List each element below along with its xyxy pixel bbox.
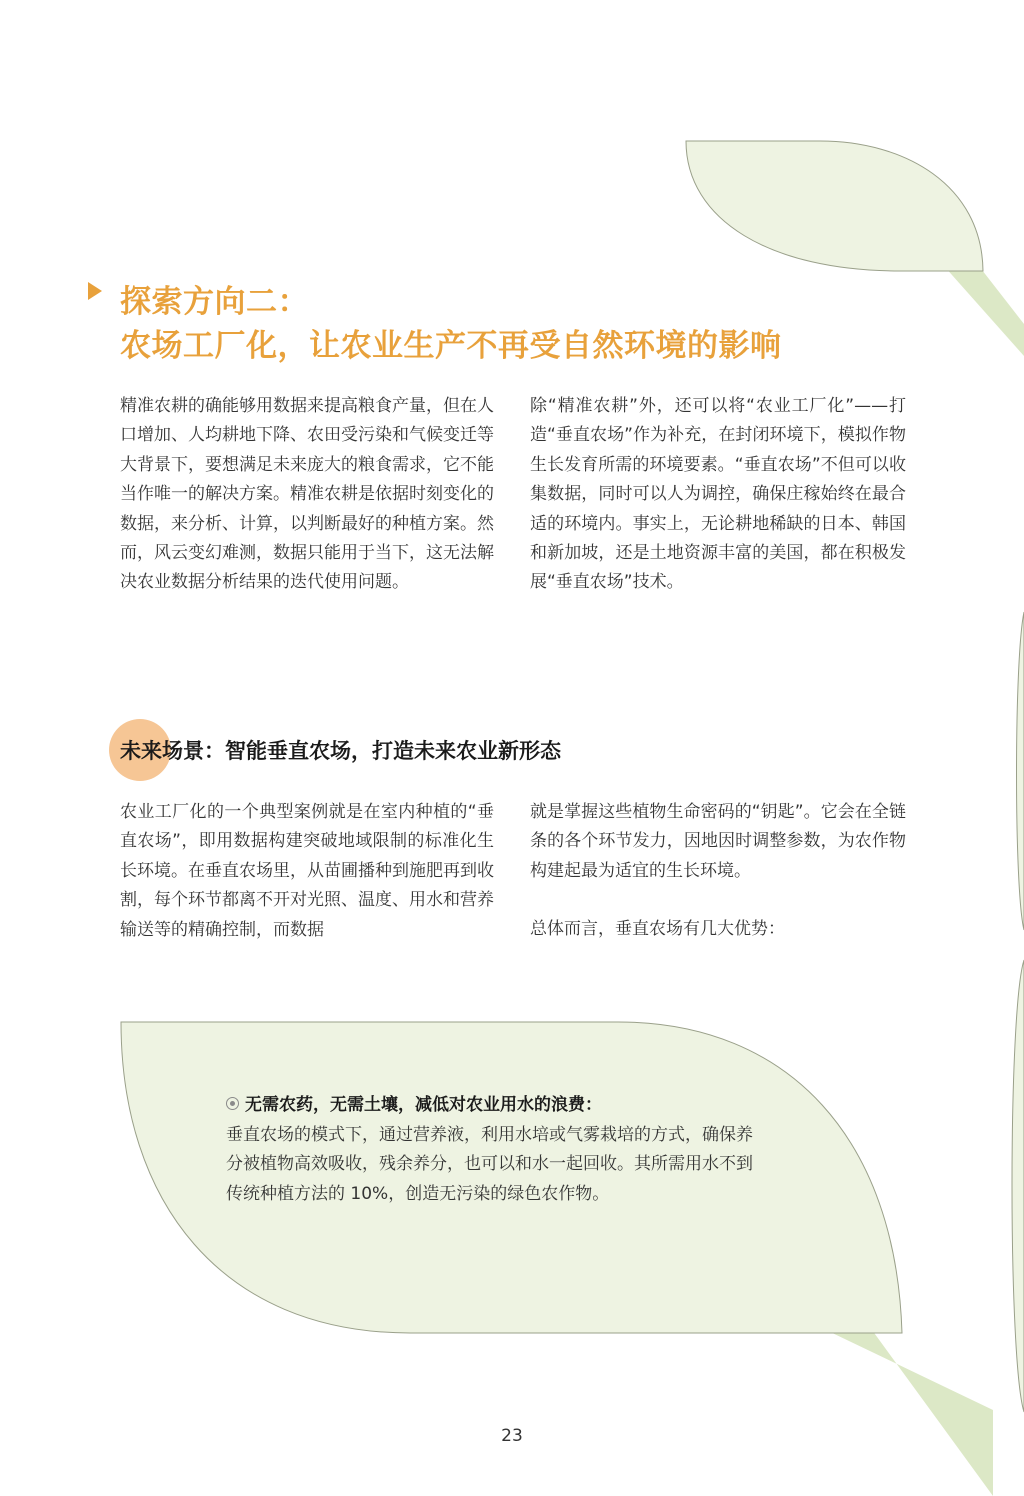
future-summary-line: 总体而言，垂直农场有几大优势： [530,919,785,939]
section-title-line2: 农场工厂化，让农业生产不再受自然环境的影响 [120,328,782,364]
top-leaf-stem [944,266,1024,356]
advantage-body: 垂直农场的模式下，通过营养液，利用水培或气雾栽培的方式，确保养分被植物高效吸收，残余养分，也可以和水一起回收。其所需用水不到传统种植方法的 10%，创造无污染的绿色农作物。 [226,1125,753,1204]
advantage-title-text: 无需农药，无需土壤，减低对农业用水的浪费： [245,1095,602,1115]
intro-left-paragraph: 精准农耕的确能够用数据来提高粮食产量，但在人口增加、人均耕地下降、农田受污染和气候变迁等大背景下，要想满足未来庞大的粮食需求，它不能当作唯一的解决方案。精准农耕是依据时刻变化的数据，来分析、计算，以判断最好的种植方案。然而，风云变幻难测，数据只能用于当下，这无法解决农业数据分析结果的迭代使用问题。 [120,396,494,593]
bottom-leaf-stem [826,1330,993,1496]
advantage-title [226,1090,602,1115]
page-number: 23 [501,1426,523,1446]
future-scene-heading: 未来场景：智能垂直农场，打造未来农业新形态 [120,739,561,763]
top-leaf [686,141,983,271]
future-left-paragraph: 农业工厂化的一个典型案例就是在室内种植的“垂直农场”，即用数据构建突破地域限制的标准化生长环境。在垂直农场里，从苗圃播种到施肥再到收割，每个环节都离不开对光照、温度、用水和营养输送等的精确控制，而数据 [120,802,494,940]
intro-right-paragraph: 除“精准农耕”外，还可以将“农业工厂化”——打造“垂直农场”作为补充，在封闭环境下，模拟作物生长发育所需的环境要素。“垂直农场”不但可以收集数据，同时可以人为调控，确保庄稼始终在最合适的环境内。事实上，无论耕地稀缺的日本、韩国和新加坡，还是土地资源丰富的美国，都在积极发展“垂直农场”技术。 [530,396,906,593]
right-edge-leaf-lower [1012,960,1024,1412]
right-edge-leaf-upper [1017,612,1024,930]
triangle-marker-icon [88,282,102,300]
section-title-line1: 探索方向二： [120,284,309,320]
circle-dot-icon [226,1097,239,1110]
future-right-paragraph: 就是掌握这些植物生命密码的“钥匙”。它会在全链条的各个环节发力，因地因时调整参数，为农作物构建起最为适宜的生长环境。 [530,802,906,881]
